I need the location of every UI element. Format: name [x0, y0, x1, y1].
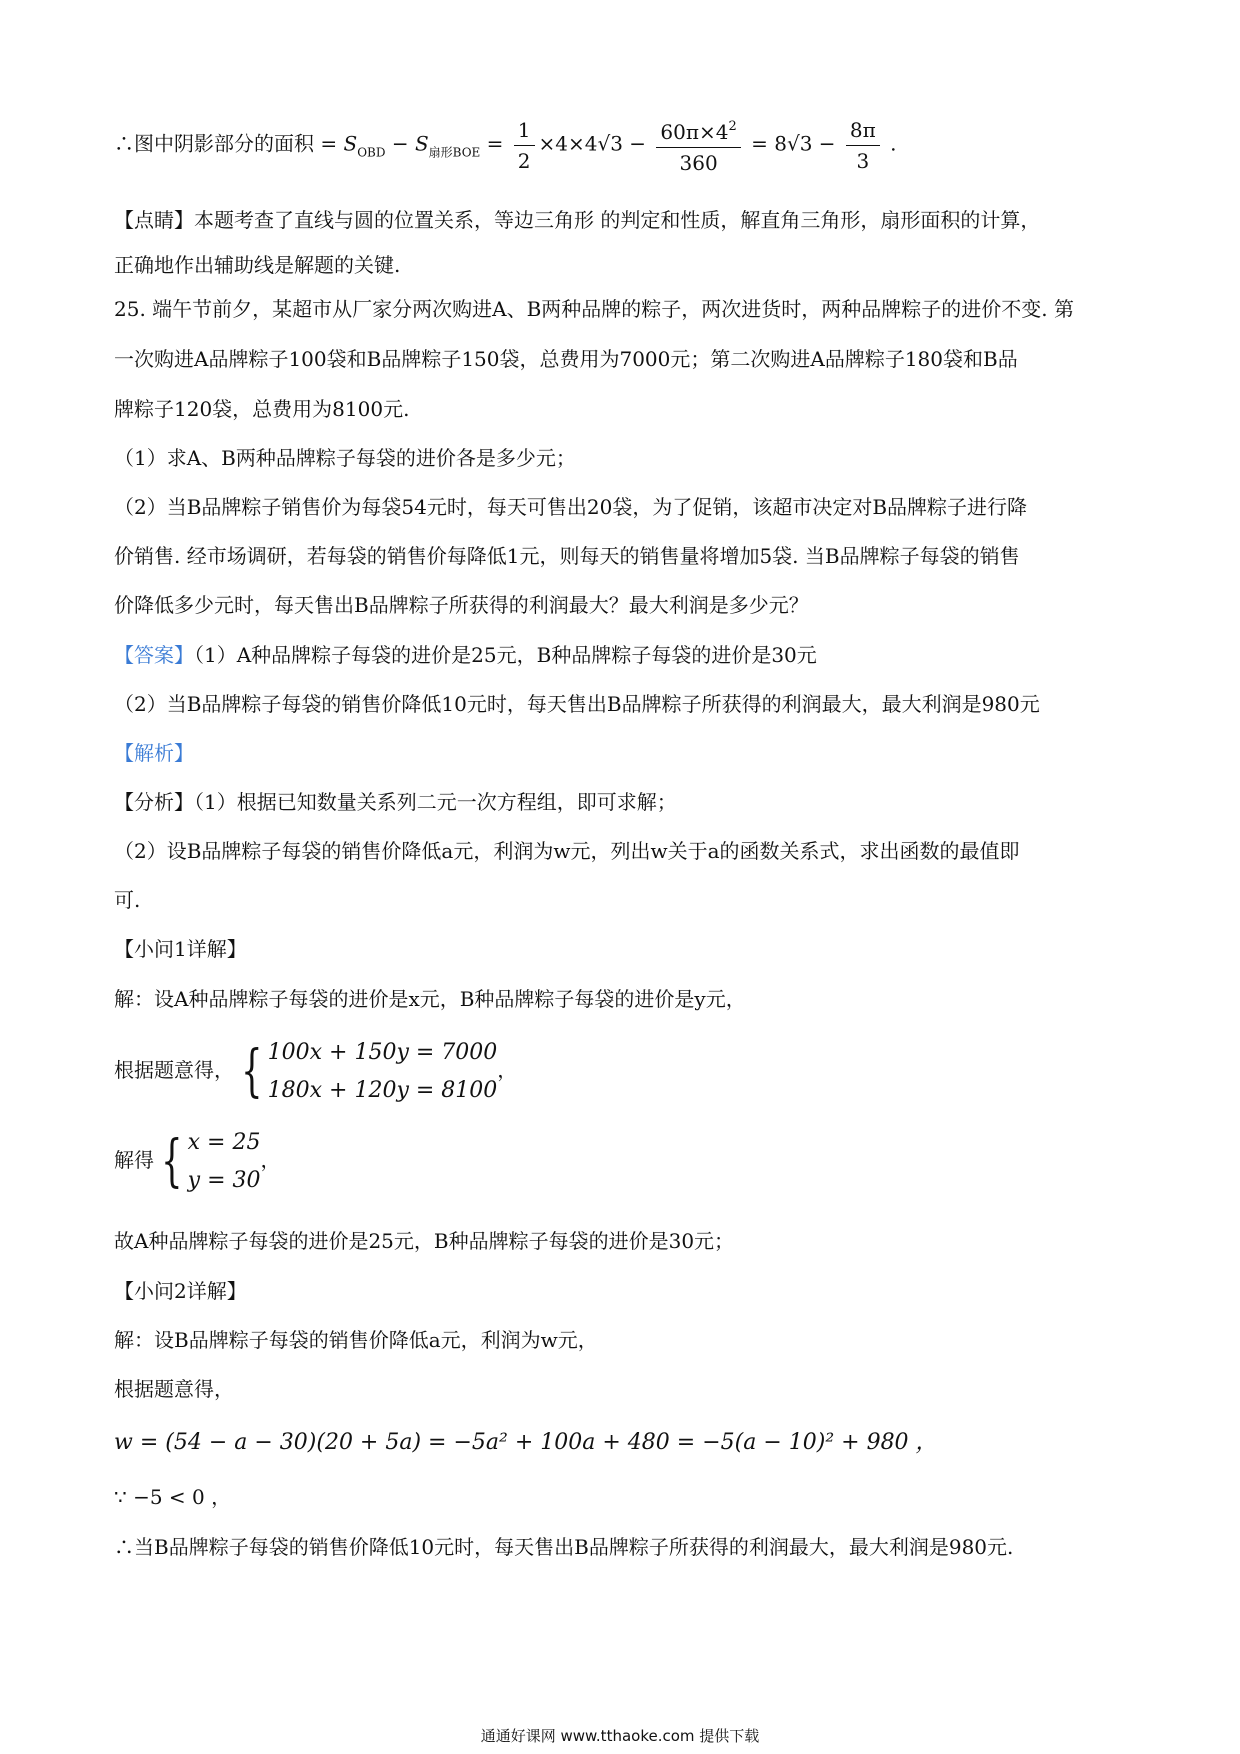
analysis-line-1: 【分析】（1）根据已知数量关系列二元一次方程组，即可求解；	[114, 790, 677, 814]
s-symbol-2: S	[414, 131, 429, 156]
fraction-half	[514, 115, 535, 176]
q2-title: 【小问2详解】	[114, 1279, 247, 1303]
dianjing-line-1: 【点睛】本题考查了直线与圆的位置关系，等边三角形 的判定和性质，解直角三角形，扇形面积的计算，	[114, 208, 1041, 232]
area-end: .	[883, 131, 897, 156]
sector-den: 360	[679, 151, 718, 175]
sector-num-sup: 2	[728, 119, 737, 134]
answer-tag: 【答案】	[114, 643, 194, 667]
q2-because: ∵ −5 < 0 ，	[114, 1485, 232, 1509]
half-num: 1	[514, 115, 535, 146]
q1-equation-system	[114, 1030, 1134, 1110]
jiexi-tag: 【解析】	[114, 741, 194, 765]
question-part-2-line-2: 价销售. 经市场调研，若每袋的销售价每降低1元，则每天的销售量将增加5袋. 当B品牌粽子每袋的销售	[114, 544, 1020, 568]
equation-2: 180x + 120y = 8100	[267, 1077, 498, 1103]
analysis-line-3: 可.	[114, 888, 141, 912]
res-den: 3	[856, 148, 870, 173]
sector-num	[656, 112, 740, 148]
question-part-2-line-3: 价降低多少元时，每天售出B品牌粽子所获得的利润最大？最大利润是多少元？	[114, 593, 809, 617]
area-formula	[114, 112, 1134, 175]
question-part-2-line-1: （2）当B品牌粽子销售价为每袋54元时，每天可售出20袋，为了促销，该超市决定对B品牌粽子进行降	[114, 495, 1028, 519]
q1-comma-2: ，	[260, 1148, 281, 1172]
q1-line-1: 解：设A种品牌粽子每袋的进价是x元，B种品牌粽子每袋的进价是y元，	[114, 987, 746, 1011]
left-brace-icon-2: {	[161, 1128, 183, 1194]
solution-x: x = 25	[187, 1129, 261, 1155]
s-symbol: S	[343, 131, 358, 156]
res-num: 8π	[846, 115, 880, 146]
solve-prefix: 解得	[114, 1148, 154, 1172]
q1-conclusion: 故A种品牌粽子每袋的进价是25元，B种品牌粽子每袋的进价是30元；	[114, 1229, 735, 1253]
area-mid: ×4×4√3 −	[538, 131, 653, 156]
equals: =	[480, 131, 510, 156]
area-eq2: = 8√3 −	[744, 131, 842, 156]
answer-1: （1）A种品牌粽子每袋的进价是25元，B种品牌粽子每袋的进价是30元	[194, 643, 817, 667]
answer-line-1	[114, 640, 1134, 670]
q1-solution	[114, 1120, 1134, 1200]
area-prefix: ∴图中阴影部分的面积 =	[114, 131, 344, 156]
half-den: 2	[517, 148, 531, 173]
q2-conclusion: ∴当B品牌粽子每袋的销售价降低10元时，每天售出B品牌粽子所获得的利润最大，最大利润是980元.	[114, 1535, 1014, 1559]
solution-y: y = 30	[187, 1167, 261, 1193]
answer-line-2: （2）当B品牌粽子每袋的销售价降低10元时，每天售出B品牌粽子所获得的利润最大，最大利润是980元	[114, 692, 1040, 716]
q2-line-1: 解：设B品牌粽子每袋的销售价降低a元，利润为w元，	[114, 1328, 598, 1352]
q2-line-2: 根据题意得，	[114, 1377, 234, 1401]
question-line-1: 25. 端午节前夕，某超市从厂家分两次购进A、B两种品牌的粽子，两次进货时，两种品牌粽子的进价不变. 第	[114, 297, 1075, 321]
question-part-1: （1）求A、B两种品牌粽子每袋的进价各是多少元；	[114, 446, 576, 470]
question-line-3: 牌粽子120袋，总费用为8100元.	[114, 397, 410, 421]
question-line-2: 一次购进A品牌粽子100袋和B品牌粽子150袋，总费用为7000元；第二次购进A品牌粽子180袋和B品	[114, 347, 1018, 371]
equations	[268, 1034, 498, 1110]
equation-1: 100x + 150y = 7000	[267, 1039, 498, 1065]
footer-watermark: 通通好课网 www.tthaoke.com 提供下载	[480, 1727, 760, 1745]
q1-comma: ，	[497, 1058, 518, 1082]
left-brace-icon: {	[241, 1038, 263, 1104]
sub-obd: OBD	[357, 145, 386, 160]
analysis-line-2: （2）设B品牌粽子每袋的销售价降低a元，利润为w元，列出w关于a的函数关系式，求出函数的最值即	[114, 839, 1020, 863]
minus: −	[385, 131, 415, 156]
fraction-result	[846, 115, 880, 176]
q1-title: 【小问1详解】	[114, 937, 247, 961]
sub-sector: 扇形BOE	[428, 145, 481, 160]
system-of-equations	[234, 1034, 497, 1110]
dianjing-line-2: 正确地作出辅助线是解题的关键.	[114, 253, 401, 277]
fraction-sector	[656, 112, 740, 178]
solutions	[188, 1124, 261, 1200]
solution-system	[154, 1124, 260, 1200]
q2-equation: w = (54 − a − 30)(20 + 5a) = −5a² + 100a + 480 = −5(a − 10)² + 980 ，	[114, 1430, 938, 1455]
q1-system-prefix: 根据题意得，	[114, 1058, 234, 1082]
sector-num-text: 60π×4	[660, 120, 729, 144]
